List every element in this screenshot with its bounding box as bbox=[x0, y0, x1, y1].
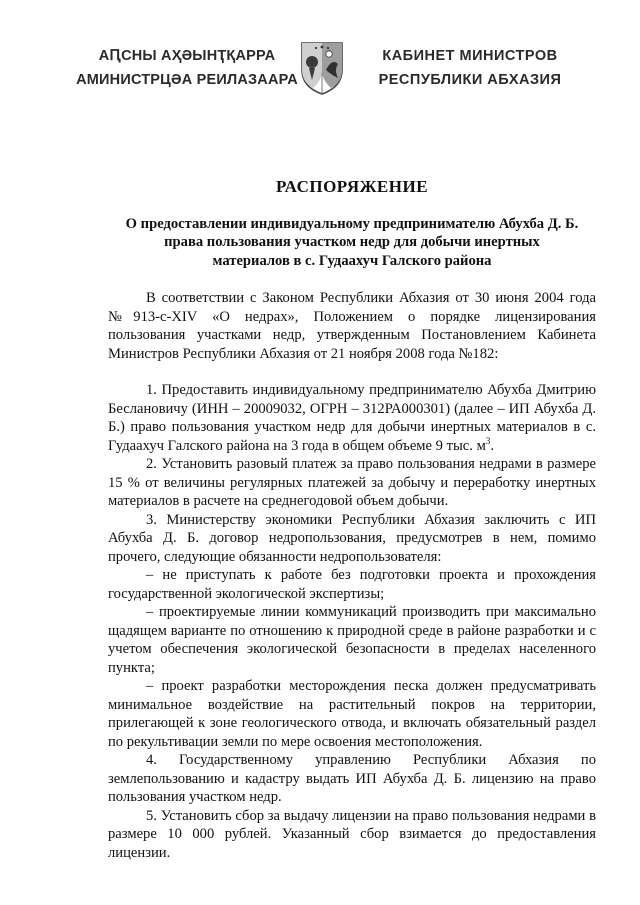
item-3-paragraph: 3. Министерству экономики Республики Абхазия заключить с ИП Абухба Д. Б. договор недропользования, предусмотрев в нем, помимо прочего, следующие обязанности недропользователя: bbox=[108, 511, 596, 565]
item-3-dash-3: – проект разработки месторождения песка должен предусматривать минимальное воздействие на растительный покров на территории, прилегающей к зоне геологического отвода, и включать обязательный раздел по рекультивации земли по мере освоения местоположения. bbox=[108, 678, 596, 750]
document-subtitle bbox=[108, 215, 596, 271]
document-body bbox=[108, 178, 596, 862]
letterhead-abkhaz-line-2: АМИНИСТРЦӘА РЕИЛАЗААРА bbox=[76, 72, 298, 88]
item-4-paragraph: 4. Государственному управлению Республики Абхазия по землепользованию и кадастру выдать ИП Абухба Д. Б. лицензию на право пользования участком недр. bbox=[108, 752, 596, 805]
subtitle-line-3: материалов в с. Гудаахуч Галского района bbox=[212, 252, 492, 269]
item-5-paragraph: 5. Установить сбор за выдачу лицензии на право пользования недрами в размере 10 000 рублей. Указанный сбор взимается до предоставления лицензии. bbox=[108, 807, 596, 861]
letterhead-abkhaz-name bbox=[72, 44, 302, 92]
preamble-paragraph: В соответствии с Законом Республики Абхазия от 30 июня 2004 года №913-с-XIV «О недрах», Положением о порядке лицензирования пользования участками недр, утвержденным Постановлением Кабинета Министров Республики Абхазия от 21 ноября 2008 года №182: bbox=[108, 290, 596, 362]
item-1-superscript: 3 bbox=[485, 435, 491, 446]
item-3-dash-1: – не приступать к работе без подготовки проекта и прохождения государственной экологической экспертизы; bbox=[108, 567, 596, 602]
item-1-end: . bbox=[490, 437, 494, 454]
coat-of-arms-abkhazia-icon bbox=[298, 40, 346, 96]
item-3-dash-2: – проектируемые линии коммуникаций производить при максимально щадящем варианте по отношению к природной среде в районе разработки и с учетом обеспечения экологической безопасности в пределах населенного пункта; bbox=[108, 604, 596, 676]
letterhead-russian-line-1: КАБИНЕТ МИНИСТРОВ bbox=[382, 48, 558, 64]
letterhead-russian-name bbox=[370, 44, 570, 92]
letterhead-abkhaz-line-1: АԤСНЫ АҲӘЫНҬҚАРРА bbox=[98, 48, 276, 64]
item-1-text: 1. Предоставить индивидуальному предпринимателю Абухба Дмитрию Беслановичу (ИНН – 20009032, ОГРН – 312РА000301) (далее – ИП Абухба Д. Б.) право пользования участком недр для добычи инертных материалов в с. Гудаахуч Галского района на 3 года в общем объеме 9 тыс. м bbox=[108, 382, 596, 454]
subtitle-line-1: О предоставлении индивидуальному предпринимателю Абухба Д. Б. bbox=[125, 215, 579, 232]
letterhead-russian-line-2: РЕСПУБЛИКИ АБХАЗИЯ bbox=[378, 72, 562, 88]
subtitle-line-2: права пользования участком недр для добычи инертных bbox=[164, 234, 540, 250]
document-title: РАСПОРЯЖЕНИЕ bbox=[275, 177, 429, 196]
letterhead bbox=[0, 0, 640, 110]
item-2-paragraph: 2. Установить разовый платеж за право пользования недрами в размере 15 % от величины регулярных платежей за добычу и переработку инертных материалов в расчете на среднегодовой объем добычи. bbox=[108, 456, 596, 509]
item-1-paragraph bbox=[108, 381, 596, 455]
